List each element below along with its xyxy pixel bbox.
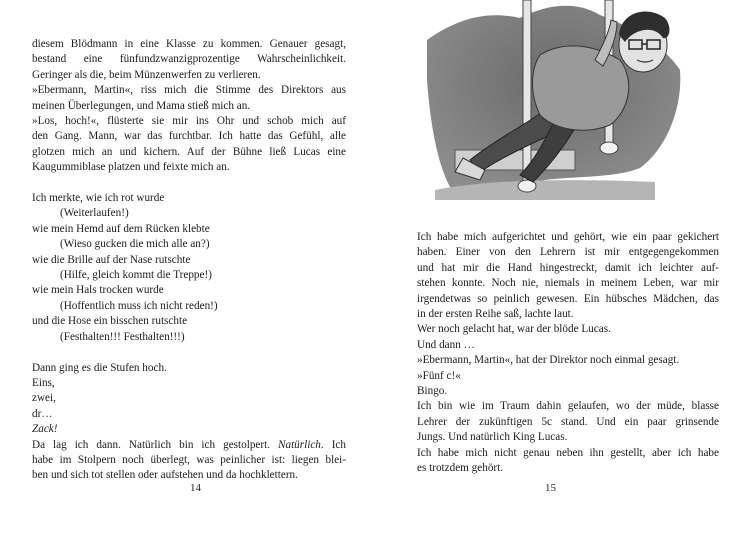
text-line: habe im Stolpern noch überlegt, was peinlicher ist: liegen blei- [32, 453, 346, 466]
text-line: Wer noch gelacht hat, war der blöde Lucas. [417, 323, 611, 336]
text-line: Dann ging es die Stufen hoch. [32, 361, 167, 374]
boy-sliding-down-pole-illustration [425, 0, 685, 205]
text-line: zwei, [32, 392, 56, 405]
right-page-text [417, 230, 719, 477]
text-line: Eins, [32, 376, 55, 389]
text-line: Ich habe mich nicht genau neben ihn gestellt, aber ich habe [417, 446, 719, 459]
text-line: Ich bin wie im Traum dahin gelaufen, wo der müde, blasse [417, 400, 719, 413]
text-line: Bingo. [417, 385, 448, 398]
text-line: Jungs. Und natürlich King Lucas. [417, 431, 568, 444]
text-line: bestand eine fünfundzwanzigprozentige Wahrscheinlichkeit. [32, 53, 346, 66]
text-line: irgendetwas so peinlich gewesen. Ein hübsches Mädchen, das [417, 292, 719, 305]
text-line: dr… [32, 407, 53, 420]
text-line [32, 176, 346, 191]
text-line: (Festhalten!!! Festhalten!!!) [60, 330, 185, 343]
pole-right-base [600, 142, 618, 154]
text-line: in der ersten Reihe saß, lachte laut. [417, 308, 574, 321]
text-line: »Los, hoch!«, flüsterte sie mir ins Ohr und schob mich auf [32, 115, 346, 128]
text-line [32, 345, 346, 360]
text-line: den Gang. Mann, war das furchtbar. Ich hatte das Gefühl, alle [32, 130, 346, 143]
text-line: Und dann … [417, 338, 475, 351]
text-line: meinen Überlegungen, und Mama stieß mich an. [32, 99, 251, 112]
text-line: »Fünf c!« [417, 369, 461, 382]
text-line: Da lag ich dann. Natürlich bin ich gestolpert. Natürlich. Ich [32, 438, 346, 451]
text-line: Ich merkte, wie ich rot wurde [32, 192, 165, 205]
text-line: (Hilfe, gleich kommt die Treppe!) [60, 269, 212, 282]
text-line: »Ebermann, Martin«, hat der Direktor noch einmal gesagt. [417, 354, 680, 367]
text-line: und hat mir die Hand hingestreckt, damit ich leichter auf- [417, 261, 719, 274]
page-number-left: 14 [190, 482, 201, 494]
text-line: Ich habe mich aufgerichtet und gehört, wie ein paar gekichert [417, 231, 719, 243]
text-line: Kaugummiblase platzen und feixte mich an. [32, 161, 230, 174]
text-line: (Wieso gucken die mich alle an?) [60, 238, 210, 251]
text-line: »Ebermann, Martin«, riss mich die Stimme des Direktors aus [32, 84, 346, 97]
text-line: glotzen mich an und kichern. Auf der Bühne ließ Lucas eine [32, 145, 346, 158]
text-line: wie mein Hals trocken wurde [32, 284, 164, 297]
text-line: (Weiterlaufen!) [60, 207, 129, 220]
text-line: ben und sich tot stellen oder aufstehen und da hochklettern. [32, 469, 298, 482]
text-line: wie die Brille auf der Nase rutschte [32, 253, 191, 266]
left-page-text [32, 37, 346, 484]
text-line: es trotzdem gehört. [417, 462, 504, 475]
text-line: diesem Blödmann in eine Klasse zu kommen. Genauer gesagt, [32, 38, 346, 50]
text-line: Geringer als die, beim Münzenwerfen zu verlieren. [32, 68, 261, 81]
text-line: Zack! [32, 423, 58, 436]
text-line: Lehrer der zukünftigen 5c stand. Und ein paar grinsende [417, 415, 719, 428]
text-line: stehen konnte. Noch nie, niemals in meinem Leben, war mir [417, 277, 719, 290]
boy-shirt [533, 46, 629, 130]
text-line: haben. Einer von den Lehrern ist mir entgegengekommen [417, 246, 719, 259]
text-line: und die Hose ein bisschen rutschte [32, 315, 188, 328]
text-line: wie mein Hemd auf dem Rücken klebte [32, 222, 210, 235]
page-number-right: 15 [545, 482, 556, 494]
text-line: (Hoffentlich muss ich nicht reden!) [60, 299, 218, 312]
pole-left [523, 0, 531, 190]
